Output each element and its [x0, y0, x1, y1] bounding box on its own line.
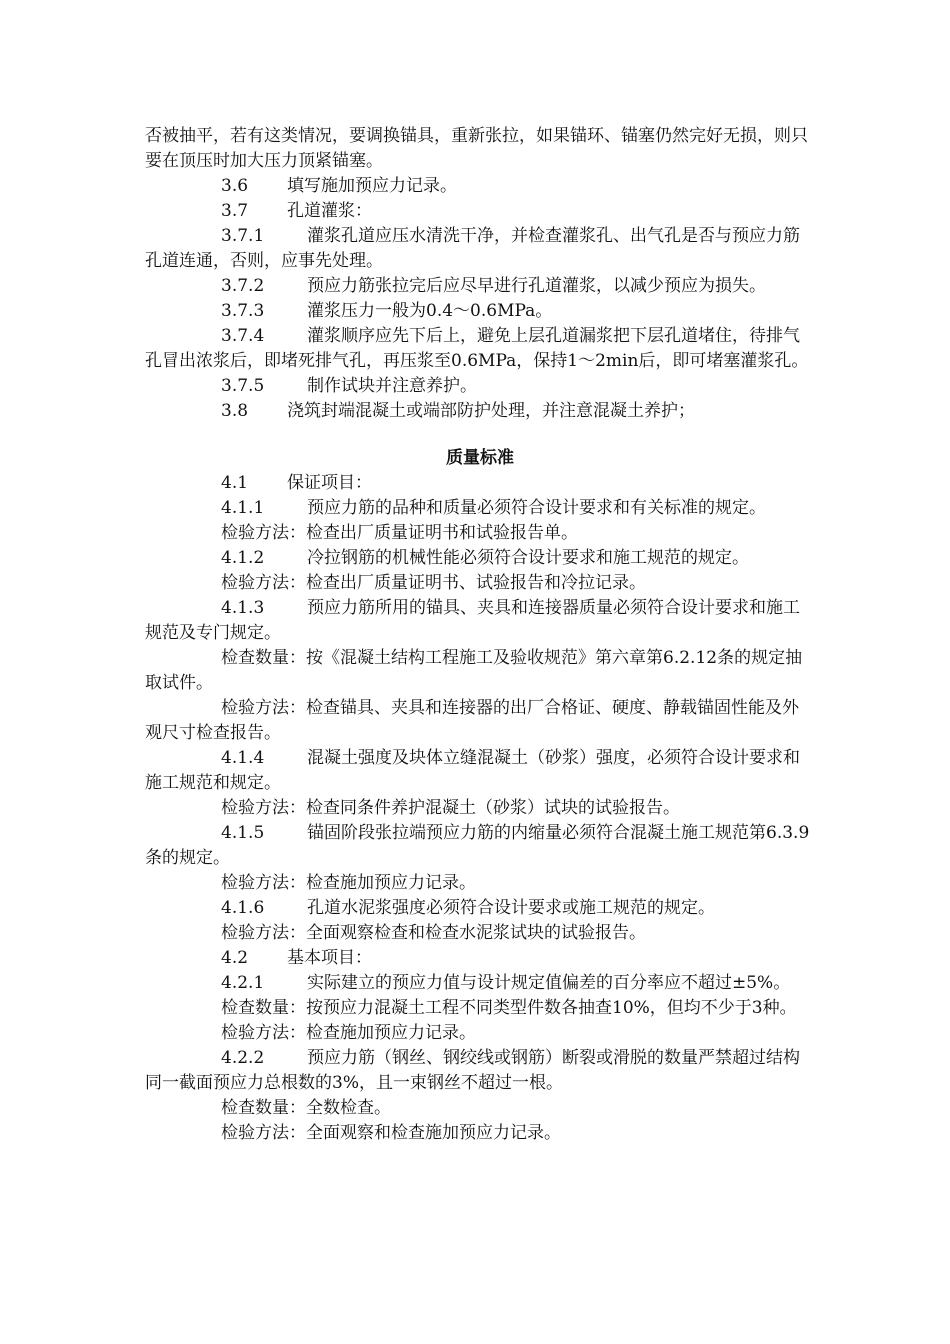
clause-text: 孔道灌浆：	[287, 201, 372, 221]
clause-number: 3.7.2	[221, 276, 265, 296]
clause-number: 4.1.6	[221, 898, 265, 918]
clause-text: 灌浆顺序应先下后上，避免上层孔道漏浆把下层孔道堵住，待排气孔冒出浓浆后，即堵死排气孔，再压浆至0.6MPa，保持1～2min后，即可堵塞灌浆孔。	[145, 326, 809, 371]
clause-number: 3.6	[221, 176, 249, 196]
inspection-method-text: 检验方法：检查锚具、夹具和连接器的出厂合格证、硬度、静载锚固性能及外观尺寸检查报告。	[145, 698, 799, 743]
clause-number: 3.7.5	[221, 376, 265, 396]
clause-3-7	[145, 199, 815, 224]
clause-4-1-6	[145, 896, 815, 921]
clause-number: 3.7	[221, 201, 249, 221]
clause-number: 3.7.1	[221, 226, 265, 246]
inspection-method: 检验方法：检查出厂质量证明书和试验报告单。	[221, 523, 578, 543]
clause-text: 冷拉钢筋的机械性能必须符合设计要求和施工规范的规定。	[307, 548, 749, 568]
inspection-method	[145, 696, 815, 746]
clause-4-1-5	[145, 821, 815, 871]
clause-4-1-4	[145, 746, 815, 796]
clause-text: 灌浆孔道应压水清洗干净，并检查灌浆孔、出气孔是否与预应力筋孔道连通，否则，应事先处理。	[145, 226, 800, 271]
document-body	[145, 124, 815, 1146]
clause-text: 孔道水泥浆强度必须符合设计要求或施工规范的规定。	[307, 898, 715, 918]
inspection-quantity	[145, 996, 815, 1021]
clause-number: 4.2	[221, 948, 249, 968]
clause-text: 混凝土强度及块体立缝混凝土（砂浆）强度，必须符合设计要求和施工规范和规定。	[145, 748, 800, 793]
inspection-quantity: 检查数量：全数检查。	[221, 1098, 391, 1118]
clause-4-1	[145, 471, 815, 496]
clause-3-8	[145, 399, 815, 424]
clause-3-7-2	[145, 274, 815, 299]
clause-number: 4.2.1	[221, 973, 265, 993]
inspection-method: 检验方法：全面观察和检查施加预应力记录。	[221, 1123, 561, 1143]
section-heading: 质量标准	[446, 448, 514, 468]
clause-number: 4.1.2	[221, 548, 265, 568]
clause-4-2-2	[145, 1046, 815, 1096]
clause-number: 4.1.1	[221, 498, 265, 518]
inspection-quantity	[145, 646, 815, 696]
clause-3-7-5	[145, 374, 815, 399]
clause-number: 3.8	[221, 401, 249, 421]
clause-text: 制作试块并注意养护。	[307, 376, 477, 396]
clause-number: 4.1.4	[221, 748, 265, 768]
clause-text: 浇筑封端混凝土或端部防护处理，并注意混凝土养护；	[287, 401, 695, 421]
clause-number: 3.7.4	[221, 326, 265, 346]
clause-4-1-1	[145, 496, 815, 521]
inspection-quantity-text: 检查数量：按预应力混凝土工程不同类型件数各抽查10%，但均不少于3种。	[221, 998, 797, 1018]
clause-number: 4.1.3	[221, 598, 265, 618]
clause-text: 锚固阶段张拉端预应力筋的内缩量必须符合混凝土施工规范第6.3.9条的规定。	[145, 823, 810, 868]
clause-text: 预应力筋所用的锚具、夹具和连接器质量必须符合设计要求和施工规范及专门规定。	[145, 598, 800, 643]
clause-3-7-4	[145, 324, 815, 374]
inspection-method: 检验方法：检查出厂质量证明书、试验报告和冷拉记录。	[221, 573, 646, 593]
clause-text: 基本项目：	[287, 948, 372, 968]
clause-number: 4.1.5	[221, 823, 265, 843]
clause-3-7-1	[145, 224, 815, 274]
inspection-quantity-text: 检查数量：按《混凝土结构工程施工及验收规范》第六章第6.2.12条的规定抽取试件。	[145, 648, 803, 693]
inspection-method: 检验方法：检查施加预应力记录。	[221, 1023, 476, 1043]
clause-4-1-2	[145, 546, 815, 571]
clause-number: 3.7.3	[221, 301, 265, 321]
clause-number: 4.1	[221, 473, 249, 493]
clause-4-2	[145, 946, 815, 971]
inspection-method: 检验方法：检查施加预应力记录。	[221, 873, 476, 893]
clause-3-7-3	[145, 299, 815, 324]
clause-4-1-3	[145, 596, 815, 646]
clause-3-6	[145, 174, 815, 199]
inspection-method: 检验方法：全面观察检查和检查水泥浆试块的试验报告。	[221, 923, 646, 943]
clause-text: 预应力筋（钢丝、钢绞线或钢筋）断裂或滑脱的数量严禁超过结构同一截面预应力总根数的3%，且一束钢丝不超过一根。	[145, 1048, 800, 1093]
clause-text: 保证项目：	[287, 473, 372, 493]
clause-text: 预应力筋的品种和质量必须符合设计要求和有关标准的规定。	[307, 498, 766, 518]
clause-text: 填写施加预应力记录。	[287, 176, 457, 196]
clause-text: 预应力筋张拉完后应尽早进行孔道灌浆，以减少预应为损失。	[307, 276, 766, 296]
paragraph-continuation: 否被抽平，若有这类情况，要调换锚具，重新张拉，如果锚环、锚塞仍然完好无损，则只要在顶压时加大压力顶紧锚塞。	[145, 126, 808, 171]
clause-text: 灌浆压力一般为0.4～0.6MPa。	[307, 301, 553, 321]
clause-4-2-1	[145, 971, 815, 996]
clause-text: 实际建立的预应力值与设计规定值偏差的百分率应不超过±5%。	[307, 973, 791, 993]
clause-number: 4.2.2	[221, 1048, 265, 1068]
inspection-method: 检验方法：检查同条件养护混凝土（砂浆）试块的试验报告。	[221, 798, 680, 818]
